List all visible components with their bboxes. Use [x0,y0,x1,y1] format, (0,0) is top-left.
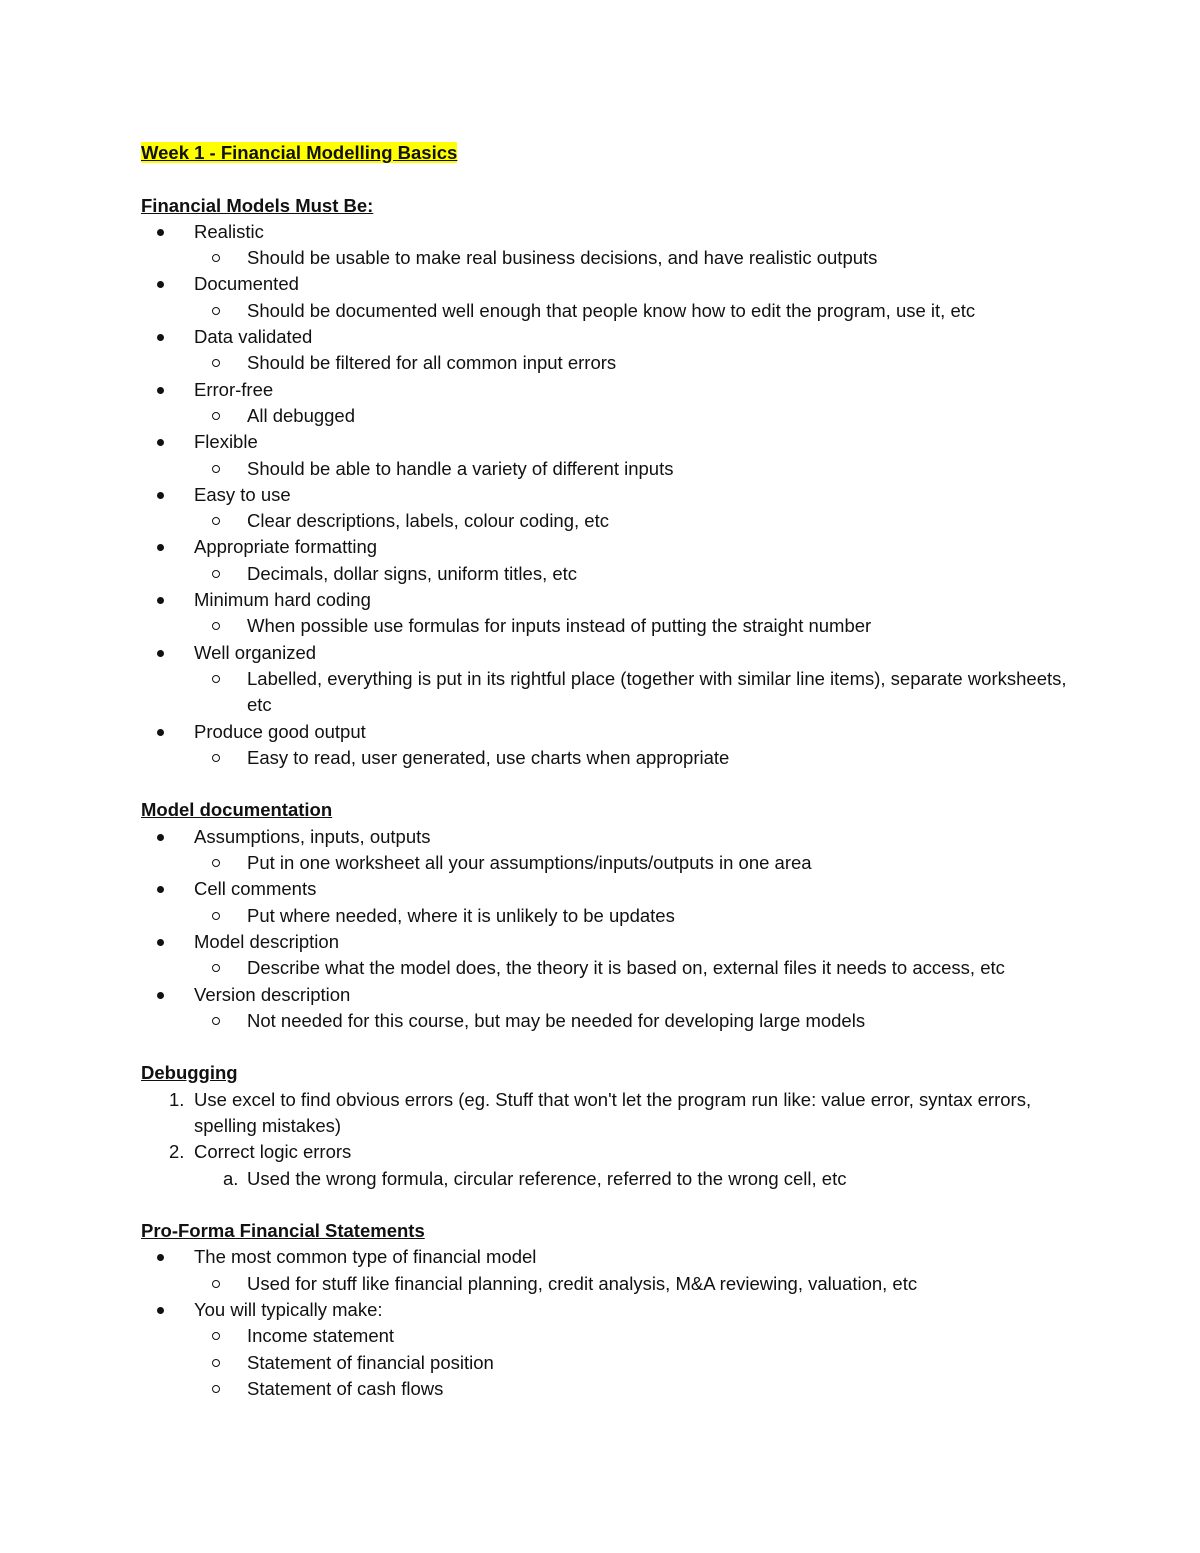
bullet-dot-icon [157,650,164,657]
item-text: Easy to use [194,483,291,505]
sub-bullet-marker [212,1271,232,1297]
sub-bullet-marker [212,508,232,534]
bullet-dot-icon [157,834,164,841]
bullet-dot-icon [157,544,164,551]
hollow-circle-icon [212,517,220,525]
item-text: Assumptions, inputs, outputs [194,825,431,847]
hollow-circle-icon [212,912,220,920]
hollow-circle-icon [212,675,220,683]
sub-bullet-item [141,561,1081,587]
sub-bullet-marker [212,298,232,324]
sub-bullet-item [141,1350,1081,1376]
bullet-marker [157,1297,177,1323]
section-heading: Financial Models Must Be: [141,194,374,216]
item-text: Realistic [194,220,264,242]
sub-bullet-marker [212,613,232,639]
bullet-dot-icon [157,939,164,946]
hollow-circle-icon [212,1359,220,1367]
bullet-item [141,429,1081,455]
sub-bullet-item [141,1376,1081,1402]
bullet-marker [157,324,177,350]
sub-bullet-item [141,298,1081,324]
sub-bullet-marker [212,1376,232,1402]
bullet-item [141,534,1081,560]
bullet-marker [157,982,177,1008]
subitem-text: Describe what the model does, the theory it is based on, external files it needs to access, etc [247,957,1005,979]
hollow-circle-icon [212,1280,220,1288]
bullet-marker [157,271,177,297]
subitem-text: Should be usable to make real business decisions, and have realistic outputs [247,247,878,269]
item-text: Correct logic errors [194,1141,352,1163]
bullet-dot-icon [157,729,164,736]
sub-bullet-marker [212,955,232,981]
bullet-item [141,876,1081,902]
sub-bullet-item [141,745,1081,771]
bullet-item [141,824,1081,850]
subitem-text: Statement of financial position [247,1351,494,1373]
subitem-text: When possible use formulas for inputs instead of putting the straight number [247,615,872,637]
bullet-dot-icon [157,387,164,394]
section-heading: Pro-Forma Financial Statements [141,1220,425,1242]
hollow-circle-icon [212,254,220,262]
sub-bullet-marker [212,666,232,692]
hollow-circle-icon [212,964,220,972]
bullet-marker [157,640,177,666]
bullet-marker [157,482,177,508]
hollow-circle-icon [212,412,220,420]
item-number: 1. [169,1088,185,1110]
subitem-text: Used for stuff like financial planning, credit analysis, M&A reviewing, valuation, etc [247,1272,918,1294]
bullet-marker [157,219,177,245]
section [141,193,1081,772]
item-text: Use excel to find obvious errors (eg. Stuff that won't let the program run like: value error, syntax errors, spelling mistakes) [194,1088,1032,1136]
subitem-text: Should be filtered for all common input errors [247,352,617,374]
bullet-marker [157,1244,177,1270]
bullet-item [141,982,1081,1008]
sub-bullet-item [141,613,1081,639]
bullet-marker [157,534,177,560]
hollow-circle-icon [212,1017,220,1025]
bullet-marker [157,876,177,902]
subitem-text: Decimals, dollar signs, uniform titles, etc [247,562,578,584]
subitem-text: Should be able to handle a variety of different inputs [247,457,674,479]
sub-bullet-marker [212,745,232,771]
spacer [141,166,1081,192]
bullet-dot-icon [157,1254,164,1261]
sub-bullet-marker [212,456,232,482]
bullet-item [141,1244,1081,1270]
bullet-dot-icon [157,597,164,604]
subitem-text: Easy to read, user generated, use charts when appropriate [247,746,730,768]
sub-bullet-marker [212,561,232,587]
hollow-circle-icon [212,1332,220,1340]
subitem-text: Clear descriptions, labels, colour coding, etc [247,510,609,532]
sections-container [141,193,1081,1403]
item-text: Well organized [194,641,317,663]
sub-bullet-marker [212,350,232,376]
bullet-marker [157,587,177,613]
subitem-text: Income statement [247,1325,395,1347]
sub-bullet-item [141,955,1081,981]
bullet-item [141,219,1081,245]
bullet-dot-icon [157,886,164,893]
sub-bullet-item [141,245,1081,271]
bullet-item [141,640,1081,666]
subitem-text: Put in one worksheet all your assumptions/inputs/outputs in one area [247,852,812,874]
subitem-text: Statement of cash flows [247,1377,444,1399]
sub-bullet-item [141,903,1081,929]
hollow-circle-icon [212,859,220,867]
sub-bullet-item [141,1323,1081,1349]
spacer [141,771,1081,797]
section [141,1218,1081,1402]
section [141,797,1081,1034]
lettered-subitem [141,1166,1081,1192]
subitem-text: Should be documented well enough that people know how to edit the program, use it, etc [247,299,976,321]
sub-bullet-item [141,850,1081,876]
sub-bullet-marker [212,850,232,876]
hollow-circle-icon [212,465,220,473]
item-text: Documented [194,273,299,295]
bullet-dot-icon [157,229,164,236]
subitem-text: Used the wrong formula, circular reference, referred to the wrong cell, etc [247,1167,847,1189]
item-text: Cell comments [194,878,317,900]
bullet-item [141,587,1081,613]
document-body [141,140,1081,1402]
numbered-item [141,1087,1081,1140]
item-number: 2. [169,1141,185,1163]
item-text: Flexible [194,431,258,453]
sub-bullet-marker [212,245,232,271]
item-text: Minimum hard coding [194,589,371,611]
bullet-marker [157,824,177,850]
subitem-letter: a. [223,1167,239,1189]
section-heading: Model documentation [141,799,333,821]
bullet-marker [157,429,177,455]
bullet-item [141,482,1081,508]
bullet-dot-icon [157,281,164,288]
sub-bullet-marker [212,1008,232,1034]
item-text: Appropriate formatting [194,536,378,558]
bullet-dot-icon [157,1307,164,1314]
subitem-text: Labelled, everything is put in its rightful place (together with similar line items), separate worksheets, etc [247,667,1067,716]
bullet-marker [157,377,177,403]
sub-bullet-marker [212,1323,232,1349]
bullet-item [141,324,1081,350]
hollow-circle-icon [212,359,220,367]
bullet-item [141,719,1081,745]
sub-bullet-item [141,666,1081,719]
subitem-text: Put where needed, where it is unlikely to be updates [247,904,675,926]
sub-bullet-item [141,456,1081,482]
hollow-circle-icon [212,570,220,578]
bullet-dot-icon [157,439,164,446]
bullet-item [141,929,1081,955]
section-heading: Debugging [141,1062,238,1084]
item-text: Data validated [194,326,313,348]
spacer [141,1192,1081,1218]
bullet-item [141,377,1081,403]
sub-bullet-item [141,1008,1081,1034]
sub-bullet-marker [212,403,232,429]
sub-bullet-marker [212,1350,232,1376]
item-text: Produce good output [194,720,366,742]
bullet-marker [157,719,177,745]
numbered-item [141,1139,1081,1165]
bullet-item [141,1297,1081,1323]
section [141,1060,1081,1191]
subitem-text: All debugged [247,404,356,426]
title-line [141,140,1081,166]
sub-bullet-item [141,508,1081,534]
bullet-item [141,271,1081,297]
hollow-circle-icon [212,307,220,315]
hollow-circle-icon [212,622,220,630]
sub-bullet-item [141,350,1081,376]
bullet-dot-icon [157,492,164,499]
page-title: Week 1 - Financial Modelling Basics [141,142,458,163]
bullet-dot-icon [157,992,164,999]
item-text: Version description [194,983,351,1005]
item-text: Model description [194,930,339,952]
subitem-text: Not needed for this course, but may be needed for developing large models [247,1009,866,1031]
spacer [141,1034,1081,1060]
item-text: Error-free [194,378,274,400]
hollow-circle-icon [212,754,220,762]
item-text: The most common type of financial model [194,1246,537,1268]
item-text: You will typically make: [194,1299,383,1321]
sub-bullet-item [141,403,1081,429]
bullet-marker [157,929,177,955]
bullet-dot-icon [157,334,164,341]
sub-bullet-item [141,1271,1081,1297]
hollow-circle-icon [212,1385,220,1393]
sub-bullet-marker [212,903,232,929]
